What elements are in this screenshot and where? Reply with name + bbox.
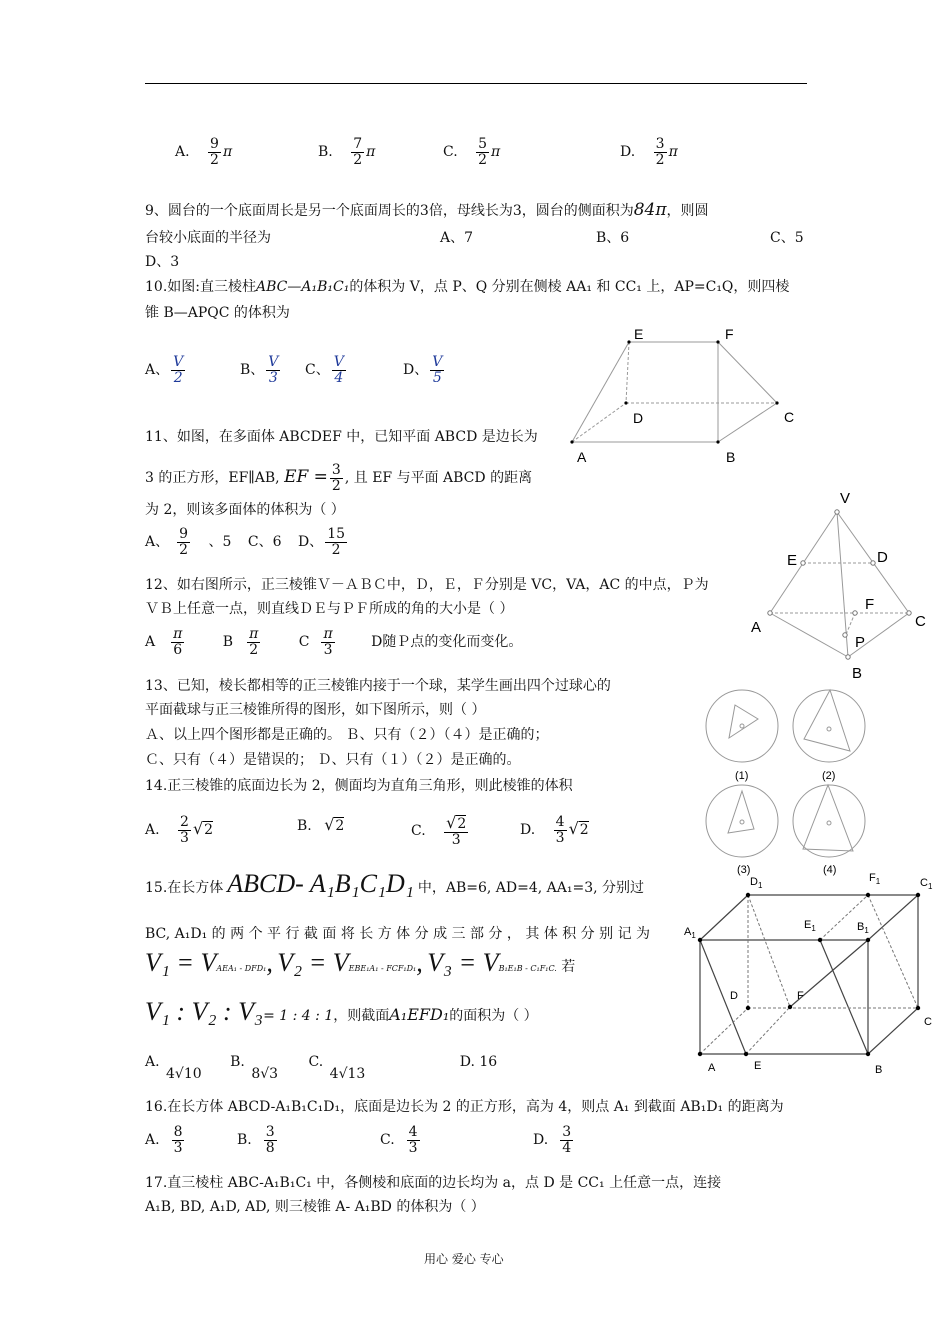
q10-option-c: C、 $\frac{V}{4}$ bbox=[305, 354, 344, 386]
q11-line3: 为 2，则该多面体的体积为（ ） bbox=[145, 502, 345, 518]
pyramid-figure bbox=[745, 485, 940, 685]
q10-line1: 10.如图:直三棱柱ABC—A₁B₁C₁的体积为 V，点 P、Q 分别在侧棱 AA₁ 和 CC₁ 上，AP=C₁Q，则四棱 bbox=[145, 279, 790, 295]
q10-option-a: A、 $\frac{V}{2}$ bbox=[145, 354, 184, 386]
label-d: D bbox=[877, 549, 888, 566]
q12-line1: 12、如右图所示，正三棱锥Ｖ－ＡＢＣ中，Ｄ，Ｅ，Ｆ分别是 VC，VA，AC 的中点，Ｐ为 bbox=[145, 577, 709, 593]
q16-option-d: D. $\frac{3}{4}$ bbox=[533, 1124, 572, 1156]
q11-line2: 3 的正方形，EF∥AB, EF = $\frac{3}{2}$ , 且 EF 与平面 ABCD 的距离 bbox=[145, 462, 533, 494]
q11-options: A、 $\frac{9}{2}$ 、5 C、6 D、 $\frac{15}{2}$ bbox=[145, 526, 346, 558]
label-c: C bbox=[915, 613, 926, 630]
label-f: F bbox=[725, 326, 734, 342]
label-d1: $D_1$ bbox=[750, 876, 763, 890]
q16-option-a: A. $\frac{8}{3}$ bbox=[145, 1124, 183, 1156]
q10-option-b: B、 $\frac{V}{3}$ bbox=[240, 354, 279, 386]
q14-option-d: D. $\frac{4}{3}$ √2 bbox=[520, 814, 589, 846]
label-e: E bbox=[634, 326, 644, 342]
q13-line2: 平面截球与正三棱锥所得的图形，如下图所示，则（ ） bbox=[145, 702, 486, 718]
section-label-2: (2) bbox=[822, 770, 836, 782]
label-c: C bbox=[924, 1016, 932, 1028]
q13-line4: Ｃ、只有（４）是错误的； Ｄ、只有（１）（２）是正确的。 bbox=[145, 752, 521, 768]
q16-option-b: B. $\frac{3}{8}$ bbox=[237, 1124, 275, 1156]
label-c: C bbox=[784, 409, 795, 425]
q9-option-b: B、6 bbox=[596, 230, 630, 246]
q9-option-a: A、7 bbox=[440, 230, 474, 246]
page-footer: 用心 爱心 专心 bbox=[424, 1252, 504, 1266]
q12-options: A $\frac{\pi}{6}$ B $\frac{\pi}{2}$ C $\frac{\pi}{3}$ D随Ｐ点的变化而变化。 bbox=[145, 626, 523, 658]
label-e1: $E_1$ bbox=[804, 919, 816, 933]
q14-line1: 14.正三棱锥的底面边长为 2，侧面均为直角三角形，则此棱锥的体积 bbox=[145, 778, 573, 794]
q10-line2: 锥 B—APQC 的体积为 bbox=[145, 305, 290, 321]
section-label-3: (3) bbox=[737, 864, 751, 876]
q9-line2: 台较小底面的半径为 bbox=[145, 230, 271, 246]
label-b: B bbox=[852, 665, 863, 682]
label-d: D bbox=[730, 990, 738, 1002]
q14-option-c: C. $\frac{√2}{3}$ bbox=[411, 813, 467, 848]
q13-line1: 13、已知，棱长都相等的正三棱锥内接于一个球，某学生画出四个过球心的 bbox=[145, 678, 611, 694]
section-label-1: (1) bbox=[735, 770, 749, 782]
label-e: E bbox=[787, 552, 798, 569]
q8-option-a: A. $\frac{9}{2}$ π bbox=[175, 136, 233, 168]
header-rule bbox=[145, 83, 807, 84]
q9-line1: 9、圆台的一个底面周长是另一个底面周长的3倍，母线长为3，圆台的侧面积为84π，则圆 bbox=[145, 200, 709, 220]
sphere-sections-figure bbox=[700, 683, 880, 878]
cuboid-figure bbox=[680, 868, 940, 1078]
label-f: F bbox=[865, 596, 875, 613]
q13-line3: Ａ、以上四个图形都是正确的。 Ｂ、只有（２）（４）是正确的； bbox=[145, 727, 549, 743]
section-label-4: (4) bbox=[823, 864, 837, 876]
q17-line1: 17.直三棱柱 ABC-A₁B₁C₁ 中，各侧棱和底面的边长均为 a，点 D 是 CC₁ 上任意一点，连接 bbox=[145, 1175, 722, 1191]
label-p: P bbox=[855, 634, 866, 651]
q15-line3: V₁ = VAEA₁ - DFD₁, V₂ = VEBE₁A₁ - FCF₁D₁, V₃ = VB₁E₁B - C₁F₁C. 若 bbox=[145, 948, 576, 977]
q10-option-d: D、 $\frac{V}{5}$ bbox=[403, 354, 443, 386]
q16-option-c: C. $\frac{4}{3}$ bbox=[380, 1124, 418, 1156]
q8-option-c: C. $\frac{5}{2}$ π bbox=[443, 136, 501, 168]
q15-line4: V₁ : V₂ : V₃= 1 : 4 : 1，则截面A₁EFD₁的面积为（ ） bbox=[145, 997, 538, 1026]
label-f: F bbox=[797, 990, 804, 1002]
label-b: B bbox=[726, 449, 736, 465]
label-v: V bbox=[840, 490, 851, 507]
label-a: A bbox=[577, 449, 587, 465]
q14-option-a: A. $\frac{2}{3}$ √2 bbox=[145, 814, 214, 846]
label-a: A bbox=[751, 619, 762, 636]
q12-line2: ＶＢ上任意一点，则直线ＤＥ与ＰＦ所成的角的大小是（ ） bbox=[145, 601, 514, 617]
q17-line2: A₁B, BD, A₁D, AD, 则三棱锥 A- A₁BD 的体积为（ ） bbox=[145, 1199, 485, 1215]
q15-options: A. 4√10 B. 8√3 C. 4√13 D. 16 bbox=[145, 1054, 498, 1082]
q9-option-d: D、3 bbox=[145, 254, 180, 270]
q8-option-b: B. $\frac{7}{2}$ π bbox=[318, 136, 376, 168]
q16-line1: 16.在长方体 ABCD-A₁B₁C₁D₁，底面是边长为 2 的正方形，高为 4，则点 A₁ 到截面 AB₁D₁ 的距离为 bbox=[145, 1099, 784, 1115]
q11-line1: 11、如图，在多面体 ABCDEF 中，已知平面 ABCD 是边长为 bbox=[145, 429, 538, 445]
label-b: B bbox=[875, 1064, 883, 1076]
label-a: A bbox=[708, 1062, 716, 1074]
q14-option-b: B. √2 bbox=[297, 815, 345, 834]
label-a1: $A_1$ bbox=[684, 926, 696, 940]
label-f1: $F_1$ bbox=[869, 872, 881, 886]
q15-line2: BC, A₁D₁ 的 两 个 平 行 截 面 将 长 方 体 分 成 三 部 分 ， 其 体 积 分 别 记 为 bbox=[145, 926, 651, 942]
label-b1: $B_1$ bbox=[857, 921, 869, 935]
polyhedron-figure bbox=[560, 318, 810, 468]
label-c1: $C_1$ bbox=[920, 877, 933, 891]
q9-option-c: C、5 bbox=[770, 230, 804, 246]
label-e: E bbox=[754, 1060, 762, 1072]
q8-option-d: D. $\frac{3}{2}$ π bbox=[620, 136, 678, 168]
label-d: D bbox=[633, 410, 644, 426]
q15-line1: 15.在长方体 ABCD- A₁B₁C₁D₁ 中，AB=6, AD=4, AA₁=3, 分别过 bbox=[145, 869, 645, 898]
